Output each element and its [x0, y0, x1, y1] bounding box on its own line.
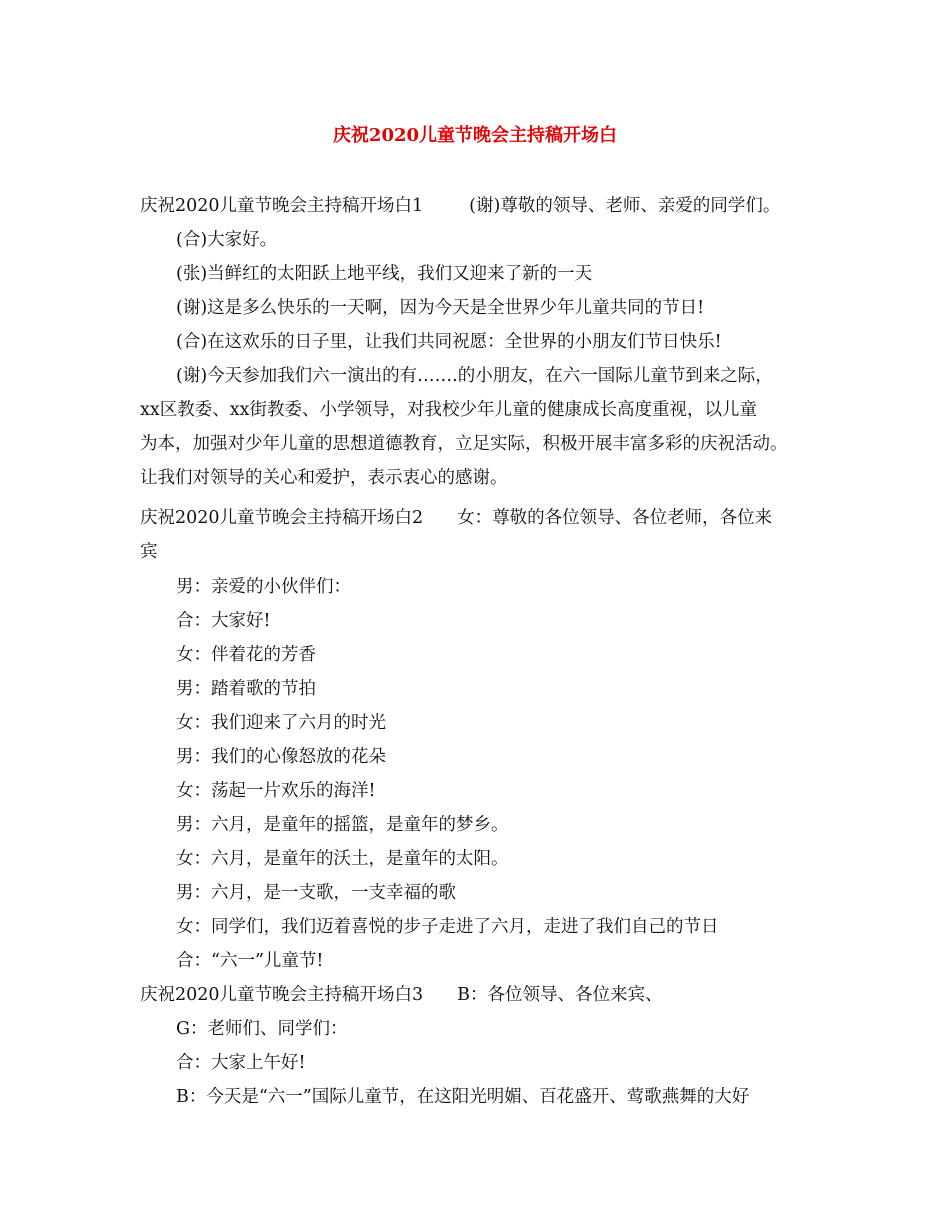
dialogue-line: 男：六月，是童年的摇篮，是童年的梦乡。 — [176, 815, 509, 835]
dialogue-line: 合：“六一”儿童节! — [176, 951, 324, 971]
dialogue-line: 男：踏着歌的节拍 — [176, 679, 316, 699]
paragraph-line: (谢)这是多么快乐的一天啊，因为今天是全世界少年儿童共同的节日! — [176, 298, 705, 318]
dialogue-line: 男：亲爱的小伙伴们： — [176, 577, 351, 597]
dialogue-line: G：老师们、同学们： — [176, 1019, 348, 1039]
paragraph-line: (张)当鲜红的太阳跃上地平线，我们又迎来了新的一天 — [176, 264, 593, 284]
paragraph-wrap-line: 为本，加强对少年儿童的思想道德教育，立足实际，积极开展丰富多彩的庆祝活动。 — [140, 434, 788, 454]
dialogue-line: 男：我们的心像怒放的花朵 — [176, 747, 386, 767]
paragraph-line: (谢)今天参加我们六一演出的有…….的小朋友，在六一国际儿童节到来之际， — [176, 366, 773, 386]
document-title: 庆祝2020儿童节晚会主持稿开场白 — [332, 125, 618, 146]
paragraph-line: (合)大家好。 — [176, 230, 278, 250]
dialogue-line: 女：同学们，我们迈着喜悦的步子走进了六月，走进了我们自己的节日 — [176, 917, 719, 937]
paragraph-wrap-line: 宾 — [140, 542, 158, 562]
dialogue-line: B：今天是“六一”国际儿童节，在这阳光明媚、百花盛开、莺歌燕舞的大好 — [176, 1087, 750, 1107]
dialogue-line: 男：六月，是一支歌，一支幸福的歌 — [176, 883, 456, 903]
dialogue-line: 女：伴着花的芳香 — [176, 645, 316, 665]
section-2-heading-line — [140, 505, 772, 531]
section-3-heading-line — [140, 982, 663, 1008]
section-3-heading: 庆祝2020儿童节晚会主持稿开场白3 — [140, 985, 424, 1005]
dialogue-line: 女：荡起一片欢乐的海洋! — [176, 781, 376, 801]
section-1-heading: 庆祝2020儿童节晚会主持稿开场白1 — [140, 196, 424, 216]
paragraph-wrap-line: 让我们对领导的关心和爱护，表示衷心的感谢。 — [140, 468, 508, 488]
section-2-heading: 庆祝2020儿童节晚会主持稿开场白2 — [140, 508, 424, 528]
section-2-heading-tail: 女：尊敬的各位领导、各位老师，各位来 — [457, 508, 773, 528]
dialogue-line: 合：大家上午好! — [176, 1053, 306, 1073]
section-3-heading-tail: B：各位领导、各位来宾、 — [457, 985, 663, 1005]
paragraph-line: (合)在这欢乐的日子里，让我们共同祝愿：全世界的小朋友们节日快乐! — [176, 332, 722, 352]
paragraph-wrap-line: xx区教委、xx街教委、小学领导，对我校少年儿童的健康成长高度重视，以儿童 — [140, 400, 757, 420]
dialogue-line: 女：六月，是童年的沃土，是童年的太阳。 — [176, 849, 509, 869]
section-1-heading-tail: (谢)尊敬的领导、老师、亲爱的同学们。 — [469, 196, 781, 216]
dialogue-line: 女：我们迎来了六月的时光 — [176, 713, 386, 733]
section-1-heading-line — [140, 193, 780, 219]
dialogue-line: 合：大家好! — [176, 611, 271, 631]
